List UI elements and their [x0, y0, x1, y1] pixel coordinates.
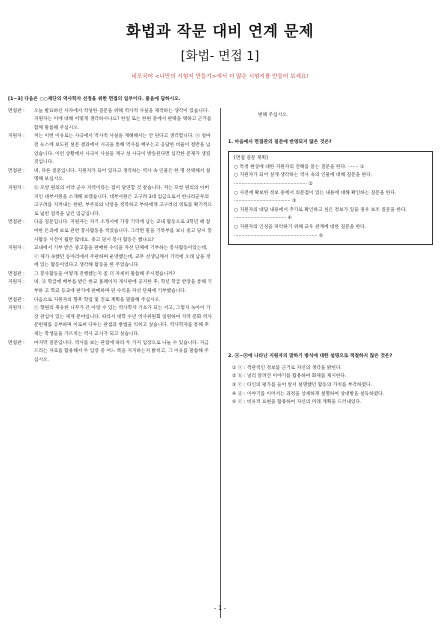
passage-heading: [1~3] 다음은 ○○재단의 역사학자 선정을 위한 면접의 일부이다. 물음에 답하시오.: [8, 97, 181, 102]
dialogue-line: [8, 271, 213, 280]
dialogue-text: 네, 다른 질문입니다. 지원자가 되어 있다고 생각하는 역사 속 인물은 한 명 선택해서 설명해 보십시오.: [34, 168, 211, 183]
dialogue-text: 다음 질문입니다. 지원자는 자기 소개서에 가장 기억에 남는 교내 활동으로 3학년 때 참여한 돈과에 보로 관련 봉사활동을 적었습니다. 그러면 말을 기록부를 보니 중고 당시 봉사활동 시간이 월란 많네요. 중고 당시 봉사 활동은 했나요?: [34, 220, 212, 243]
answer-choice[interactable]: ① ⓐ : 객관적인 정보를 근거로 자신의 생각을 밝힌다.: [232, 365, 342, 371]
answer-choice[interactable]: ③ ⓒ : 타인의 평가를 들어 앞서 설명했던 활동의 가치를 부각하였다.: [232, 382, 373, 388]
dialogue-line: [8, 168, 213, 185]
speaker-label: 지원자 :: [8, 306, 25, 312]
dialogue-text: 교내에서 기부 받은 중고품을 판매한 수익을 자선 단체에 기부하는 봉사활동이었는데, ⓒ 제가 속했던 동아리에서 주관하며 운영했는데, 교무 선생님께서 기억에 오래 남을 정에 있는 활동이었다고 생각해 활동을 한 주었습니다.: [34, 246, 211, 269]
plan-item: ○ 지원자의 인성을 파악하기 위해 교우 관계에 대한 질문을 한다. ························································ ⑤: [234, 224, 367, 239]
passage-continuation: 변해 주십시오.: [258, 113, 289, 118]
plan-item: ○ 지원자가 되어 싶게 생각하는 역사 속의 인물에 대해 질문을 한다. ················································· ②: [234, 173, 373, 187]
speaker-label: 면접관 :: [8, 297, 25, 303]
dialogue-line: [8, 297, 213, 306]
dialogue-line: [8, 340, 213, 366]
interview-plan-box: [228, 151, 433, 245]
answer-choice[interactable]: ④ ⓓ : 이야기를 이어서는 과정을 상세하게 설명하여 상대방을 설득하였다.: [232, 391, 385, 397]
speaker-label: 면접관 :: [8, 220, 25, 226]
column-divider: [220, 108, 221, 618]
dialogue-line: [8, 108, 213, 134]
speaker-label: 면접관 :: [8, 108, 25, 114]
page-number: - 1 -: [214, 605, 226, 612]
dialogue-text: 다음으로 지원자의 향후 학업 및 진로 계획을 말씀해 주십시오.: [34, 297, 161, 303]
speaker-label: 면접관 :: [8, 340, 25, 346]
dialogue-line: [8, 279, 213, 296]
dialogue-line: [8, 185, 213, 219]
plan-item: ○ 사전에 확보한 정보 중에서 의문점이 있는 내용에 대해 확인하는 질문을 한다. ······································ ③: [234, 190, 397, 205]
dialogue-text: 그 봉사활동을 어떻게 진행했는지 좀 더 자세히 말씀해 주시겠습니까?: [34, 271, 176, 277]
speaker-label: 지원자 :: [8, 134, 25, 140]
speaker-label: 면접관 :: [8, 168, 25, 174]
speaker-label: 면접관 :: [8, 271, 25, 277]
question-2-stem: 2. ⓐ~ⓔ에 나타난 지원자의 말하기 방식에 대한 설명으로 적절하지 않은 것은?: [228, 354, 393, 360]
plan-item: ○ 특정 현상에 대한 지원자의 견해를 묻는 질문을 한다. ······· ①: [234, 164, 365, 170]
dialogue-line: [8, 245, 213, 271]
dialogue-text: ⓑ 포항 원의의 서약 군수 지역이라는 점이 당연할 것 같습니다. 저는 포항 원의의 아버지인 대부서원을 소개해 보겠습니다. 대부서원은 고구려 3대 임금으로서 한나라군투의 고구려를 지켜내는 한편, 부주의와 낙랑을 정복하고 부하에게 고구려의 영토를 확기적으로 넓힌 업적을 남긴 임금입니다.: [34, 185, 212, 217]
page-title: 화법과 작문 대비 연계 문제: [126, 22, 314, 40]
answer-choice[interactable]: ② ⓑ : 널리 알려진 이야기를 활용하여 화제를 제시한다.: [232, 374, 347, 380]
question-2-choices: [228, 365, 433, 408]
passage-lines: [8, 108, 213, 366]
dialogue-text: 오늘 발표하신 사자에서 작성한 질문을 위해 역사적 사실을 제작하는 생각이 있습니다. 지원자는 이에 대해 어떻게 생각하시나요? 한일 또는 한편 중에서 판택을 택하고 근거를 함께 말씀해 주십시오.: [34, 108, 212, 131]
answer-choice[interactable]: ⑤ ⓔ : 비유적 표현을 활용하여 자신의 미래 계획을 드러내었다.: [232, 400, 362, 406]
plan-item: ○ 지원자의 대답 내용에서 추가로 확인하고 싶은 정보가 있을 경우 보조 질문을 한다. ··································· ④: [234, 207, 407, 222]
dialogue-text: ⓔ 향원의 취유한 나무가 큰 아랑 수 있는 역사학자 기초가 되는 서고, 그렇지 녹아이 가장 관심이 있는 세계 분야입니다. 따라서 대학 수년 역사위원회 일원하여 지역 문화 역사 문헌제를 공부하며 이로써 다루는 관점과 방법을 익히고 싶습니다. 역사학자를 통해 후세는 학생들을 가르치는 역사 교사가 되고 싶습니다.: [34, 306, 212, 338]
passage: [8, 96, 213, 365]
dialogue-line: [8, 305, 213, 339]
dialogue-line: [8, 219, 213, 245]
questions: [228, 112, 433, 408]
speaker-label: 지원자 :: [8, 185, 25, 191]
interview-plan-title: [면접 질문 계획]: [234, 156, 268, 162]
question-1-stem: 1. 마음에서 면접관의 질문에 반영되지 않은 것은?: [228, 139, 332, 145]
promo-text: 네모국어 <나만의 시험지 만들기>에서 더 많은 시험지를 만들어 보세요!: [131, 74, 309, 80]
dialogue-text: 네. ⓓ 학급에 배부를 받은 한교 홈페이지 게시판에 공지한 후, 학년 학급 반장을 통해 기부하 고 학교 등교에 판가에 판매하며 된 수익을 자선 단체에 기부했습니다.: [34, 280, 212, 295]
page-subtitle: [화법- 면접 1]: [180, 48, 260, 63]
speaker-label: 지원자 :: [8, 280, 25, 286]
dialogue-text: 마지막 질문입니다. 역사를 보는 관점에 따라 두 가지 입장으로 나눌 수 있습니다. 지금 드리는 자료를 활용해서 두 입장 중 어느 쪽을 지지하는지 밝히고, 그 이유를 말씀해 주십시오.: [34, 340, 209, 363]
speaker-label: 지원자 :: [8, 246, 25, 252]
dialogue-text: 저는 이번 이유로는 사극에서 역사적 사실을 재해해서는 안 된다고 생각합니다. ⓐ 얼마 전 뉴스에 보도된 설문 결과에서 시극을 통해 역사를 배우는고 응답한 비율이 절반을 넘었습니다. 이런 상황에서 사극이 사실을 재구 성 사극이 방송된다면 심각한 문제가 생길 것입니다.: [34, 134, 211, 166]
dialogue-line: [8, 133, 213, 167]
